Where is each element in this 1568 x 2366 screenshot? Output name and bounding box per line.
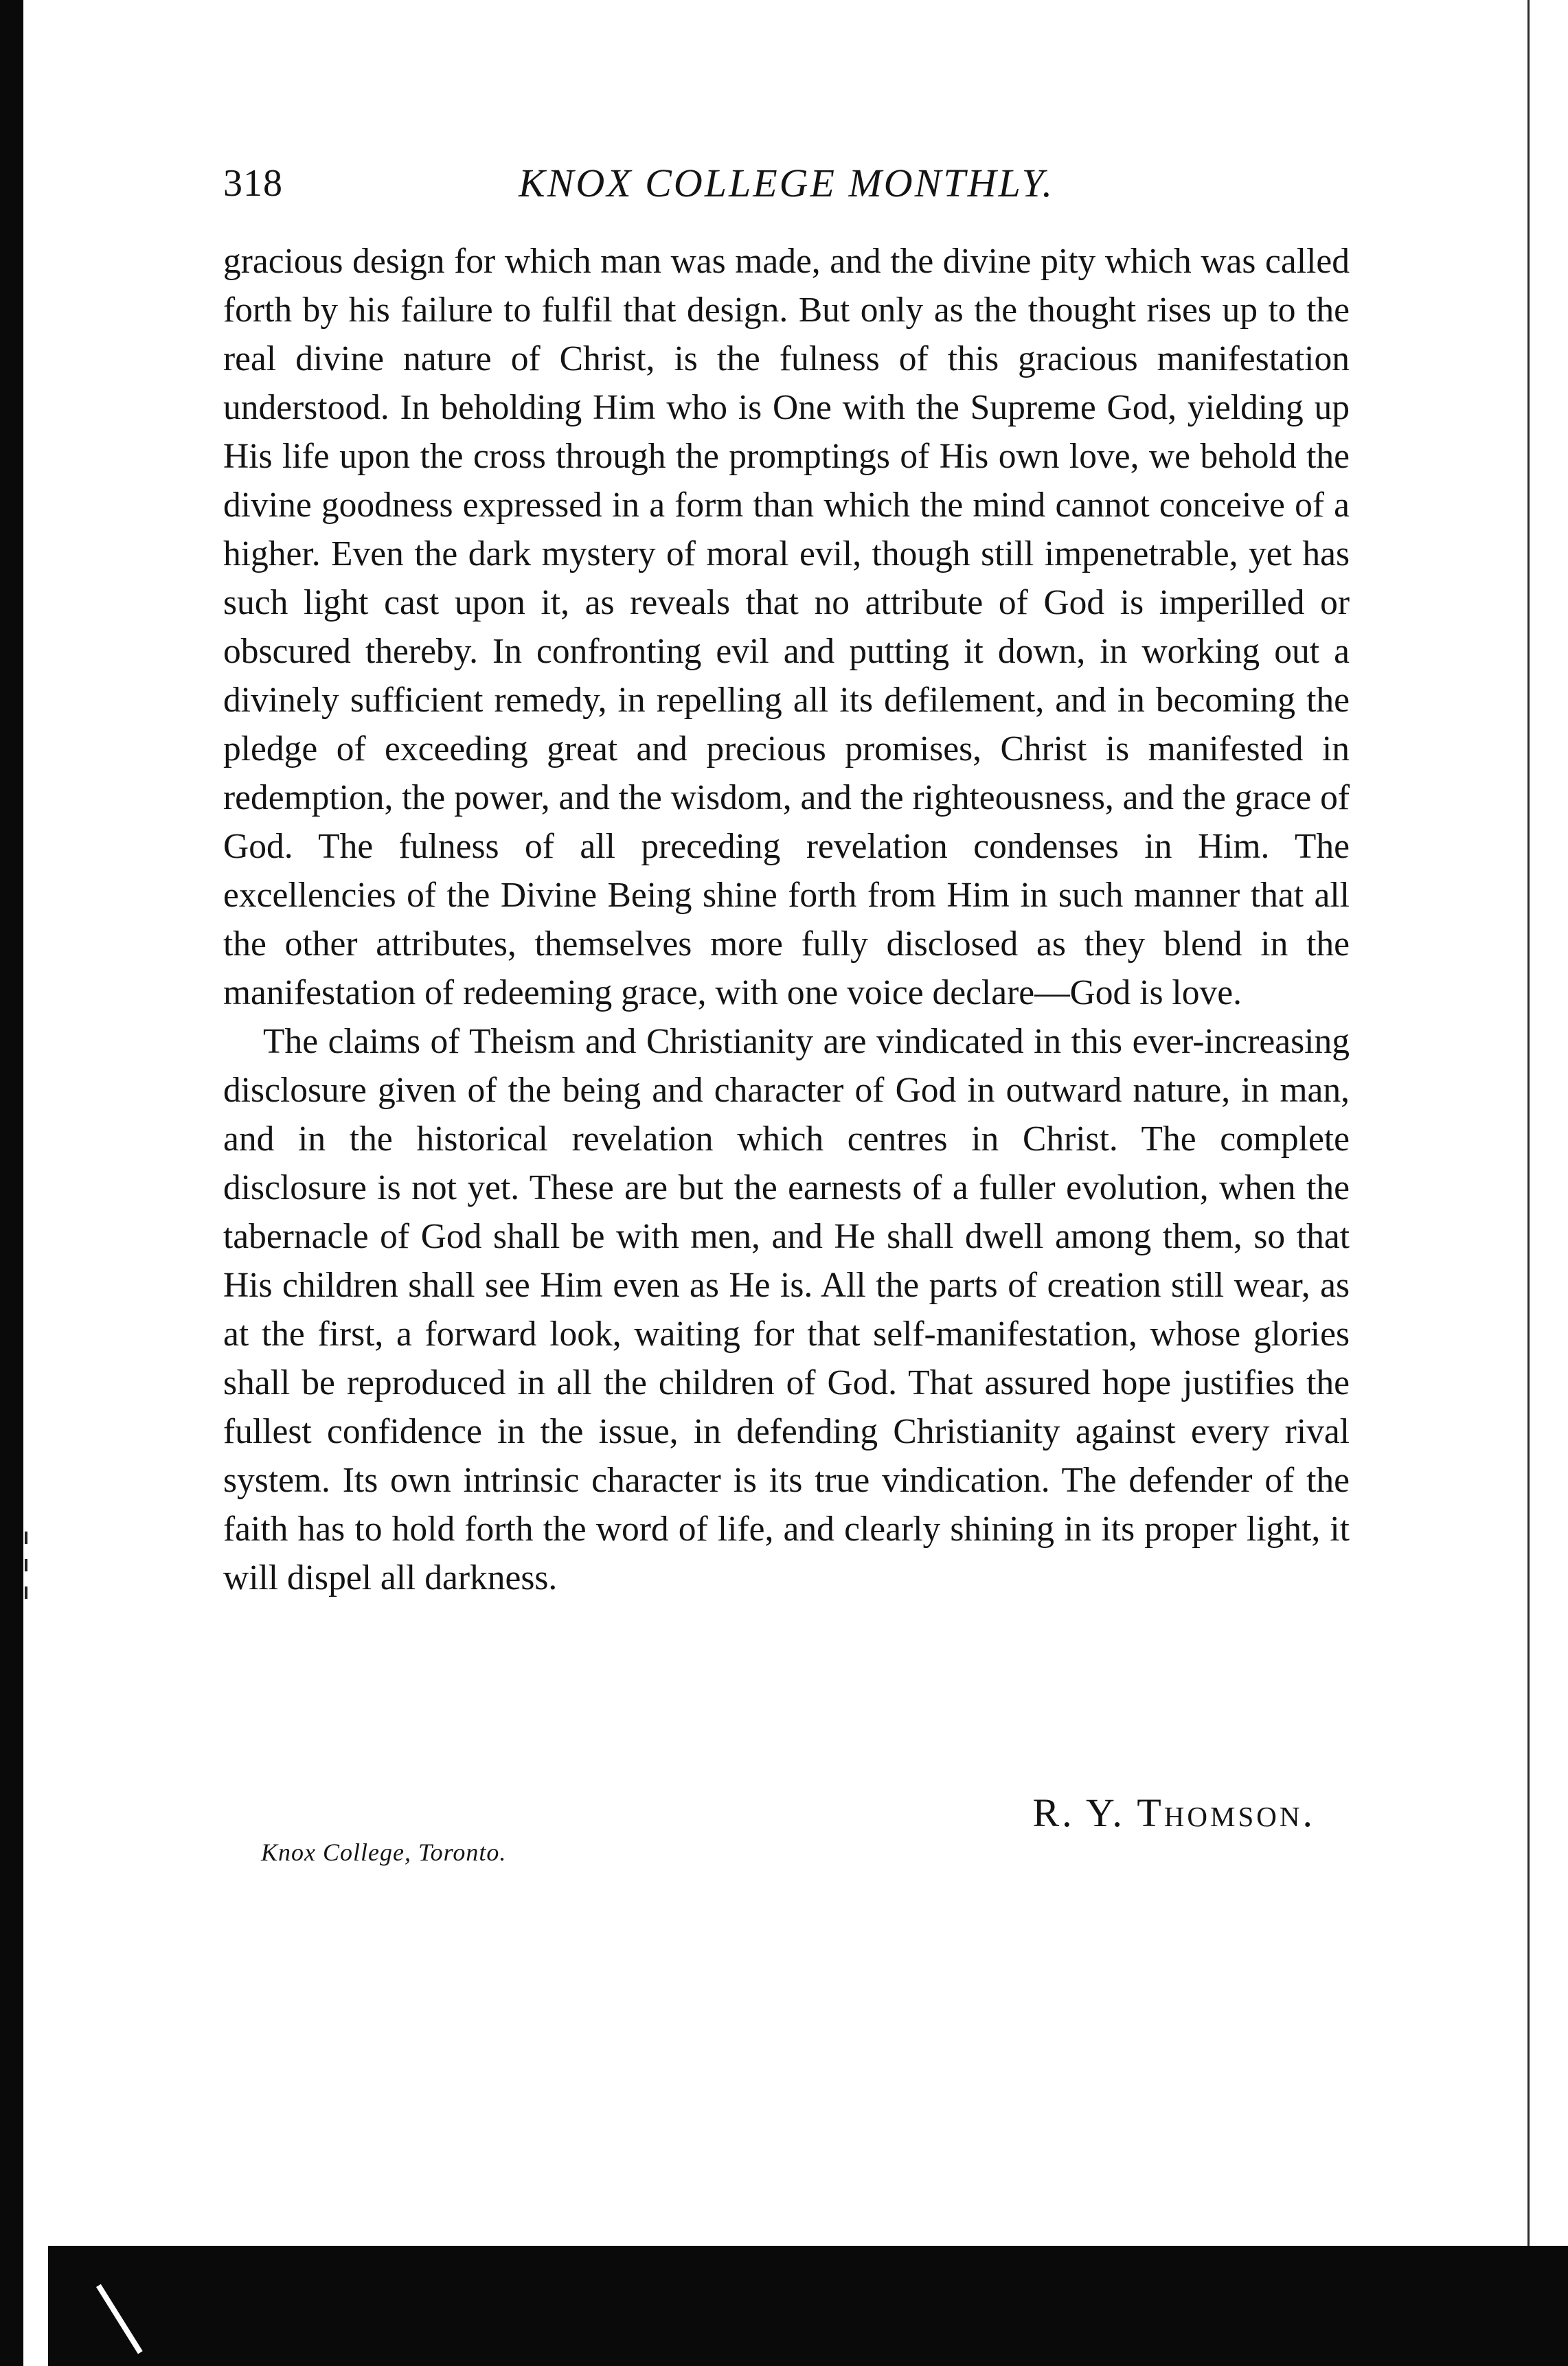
page-header	[223, 159, 1350, 207]
page-number: 318	[223, 162, 283, 205]
scan-artifact-mark	[25, 1532, 27, 1544]
dateline: Knox College, Toronto.	[261, 1839, 507, 1866]
scan-artifact-mark	[25, 1586, 27, 1599]
scan-artifact-mark	[25, 1559, 27, 1571]
running-title: KNOX COLLEGE MONTHLY.	[518, 161, 1055, 205]
article-body	[223, 237, 1350, 1602]
scan-border-right	[1527, 0, 1530, 2246]
author-signature: R. Y. Thomson.	[1032, 1790, 1315, 1835]
scan-border-left	[0, 0, 23, 2366]
paragraph: The claims of Theism and Christianity are vindicated in this ever-increasing disclosure given of the being and character of God in outward nature, in man, and in the historical revelation which centres in Christ. The complete disclosure is not yet. These are but the earnests of a fuller evolution, when the tabernacle of God shall be with men, and He shall dwell among them, so that His children shall see Him even as He is. All the parts of creation still wear, as at the first, a forward look, waiting for that self-manifestation, whose glories shall be reproduced in all the children of God. That assured hope justifies the fullest confidence in the issue, in defending Christianity against every rival system. Its own intrinsic character is its true vindication. The defender of the faith has to hold forth the word of life, and clearly shining in its proper light, it will dispel all darkness.	[223, 1022, 1350, 1597]
paragraph: gracious design for which man was made, and the divine pity which was called forth by his failure to fulfil that design. But only as the thought rises up to the real divine nature of Christ, is the fulness of this gracious manifestation understood. In beholding Him who is One with the Supreme God, yielding up His life upon the cross through the promptings of His own love, we behold the divine goodness expressed in a form than which the mind cannot conceive of a higher. Even the dark mystery of moral evil, though still impenetrable, yet has such light cast upon it, as reveals that no attribute of God is imperilled or obscured thereby. In confronting evil and putting it down, in working out a divinely sufficient remedy, in repelling all its defilement, and in becoming the pledge of exceeding great and precious promises, Christ is manifested in redemption, the power, and the wisdom, and the righteousness, and the grace of God. The fulness of all preceding revelation condenses in Him. The excellencies of the Divine Being shine forth from Him in such manner that all the other attributes, themselves more fully disclosed as they blend in the manifestation of redeeming grace, with one voice declare—God is love.	[223, 242, 1350, 1012]
scan-border-bottom	[48, 2246, 1568, 2366]
